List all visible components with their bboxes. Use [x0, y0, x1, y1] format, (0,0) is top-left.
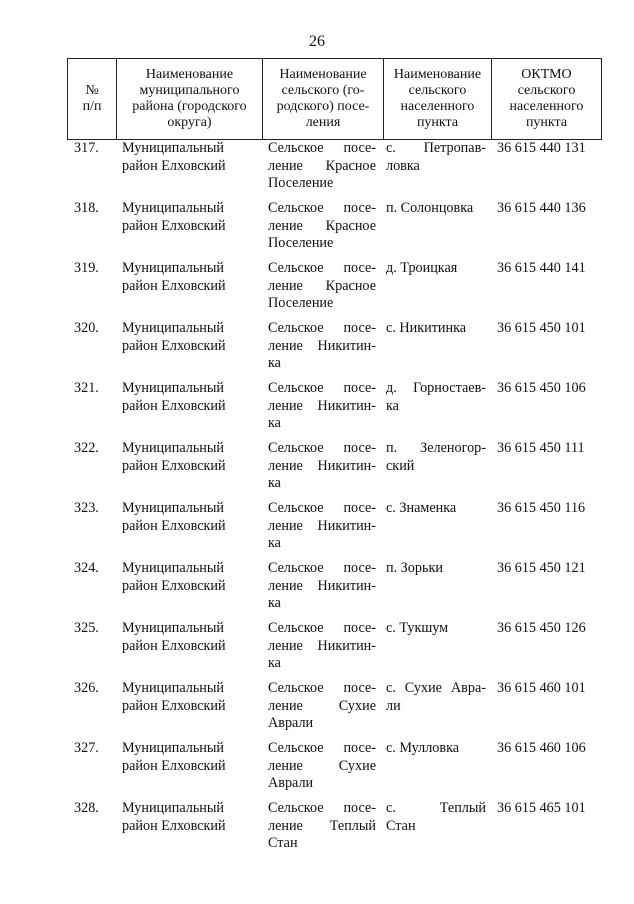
settlement-line: ление Никитин-	[268, 637, 376, 654]
settlement-cell	[268, 800, 376, 853]
locality-line: ский	[386, 457, 415, 474]
oktmo-cell: 36 615 450 106	[497, 380, 586, 396]
district-line: район Елховский	[122, 817, 226, 834]
header-line: сельского	[408, 83, 467, 98]
row-number: 328.	[74, 800, 99, 816]
locality-line: ка	[386, 397, 399, 414]
settlement-line: Сельское посе-	[268, 200, 376, 216]
locality-line: ли	[386, 697, 401, 714]
table-row	[67, 618, 602, 678]
district-line: район Елховский	[122, 157, 226, 174]
settlement-line: ление Никитин-	[268, 517, 376, 534]
settlement-cell	[268, 740, 376, 793]
table-row	[67, 258, 602, 318]
settlement-cell	[268, 320, 376, 373]
district-line: Муниципальный	[122, 500, 225, 516]
settlement-line: Сельское посе-	[268, 740, 376, 756]
table-header	[67, 58, 602, 140]
locality-line: с. Петропав-	[386, 140, 486, 156]
locality-line: с. Мулловка	[386, 740, 460, 756]
settlement-line: Сельское посе-	[268, 560, 376, 576]
settlement-line: ление Теплый	[268, 817, 376, 834]
header-oktmo	[491, 59, 602, 139]
header-line: №	[85, 83, 99, 98]
settlement-line: Аврали	[268, 715, 314, 731]
settlement-line: Сельское посе-	[268, 620, 376, 636]
header-line: округа)	[167, 115, 212, 130]
district-line: Муниципальный	[122, 320, 225, 336]
header-line: сельского	[517, 83, 576, 98]
district-line: район Елховский	[122, 337, 226, 354]
page-number: 26	[309, 33, 325, 50]
district-line: район Елховский	[122, 397, 226, 414]
locality-cell	[386, 260, 486, 278]
table-row	[67, 498, 602, 558]
oktmo-cell: 36 615 440 141	[497, 260, 586, 276]
district-line: район Елховский	[122, 757, 226, 774]
locality-line: д. Троицкая	[386, 260, 458, 276]
row-number: 320.	[74, 320, 99, 336]
header-line: муниципального	[139, 83, 240, 98]
row-number: 319.	[74, 260, 99, 276]
oktmo-cell: 36 615 450 121	[497, 560, 586, 576]
settlement-cell	[268, 560, 376, 613]
district-line: Муниципальный	[122, 380, 225, 396]
district-cell	[122, 680, 257, 715]
settlement-line: ление Никитин-	[268, 457, 376, 474]
locality-cell	[386, 740, 486, 758]
settlement-line: ление Никитин-	[268, 337, 376, 354]
district-cell	[122, 500, 257, 535]
settlement-line: ление Никитин-	[268, 397, 376, 414]
district-line: Муниципальный	[122, 680, 225, 696]
district-cell	[122, 740, 257, 775]
district-line: район Елховский	[122, 697, 226, 714]
oktmo-cell: 36 615 465 101	[497, 800, 586, 816]
locality-line: ловка	[386, 157, 420, 174]
district-line: Муниципальный	[122, 260, 225, 276]
row-number: 321.	[74, 380, 99, 396]
header-line: Наименование	[279, 67, 367, 82]
table-row	[67, 318, 602, 378]
district-cell	[122, 620, 257, 655]
locality-cell	[386, 560, 486, 578]
header-line: Наименование	[145, 67, 234, 82]
settlement-line: ление Никитин-	[268, 577, 376, 594]
settlement-line: Сельское посе-	[268, 140, 376, 156]
settlement-line: Стан	[268, 835, 298, 851]
settlement-cell	[268, 680, 376, 733]
settlement-line: Сельское посе-	[268, 380, 376, 396]
district-cell	[122, 380, 257, 415]
district-line: Муниципальный	[122, 200, 225, 216]
locality-cell	[386, 200, 486, 218]
settlement-cell	[268, 500, 376, 553]
row-number: 326.	[74, 680, 99, 696]
locality-line: с. Сухие Авра-	[386, 680, 486, 696]
district-line: Муниципальный	[122, 440, 225, 456]
settlement-line: Аврали	[268, 775, 314, 791]
row-number: 325.	[74, 620, 99, 636]
locality-line: п. Зеленогор-	[386, 440, 486, 456]
header-line: пункта	[525, 115, 568, 130]
district-line: район Елховский	[122, 277, 226, 294]
locality-line: с. Знаменка	[386, 500, 457, 516]
row-number: 318.	[74, 200, 99, 216]
district-cell	[122, 260, 257, 295]
locality-line: Стан	[386, 817, 416, 834]
header-line: Наименование	[393, 67, 482, 82]
district-line: район Елховский	[122, 217, 226, 234]
locality-cell	[386, 440, 486, 475]
settlement-line: ка	[268, 475, 281, 491]
header-line: района (городского	[132, 99, 247, 114]
header-number	[67, 59, 116, 139]
district-cell	[122, 140, 257, 175]
settlement-line: Поселение	[268, 295, 334, 311]
district-cell	[122, 440, 257, 475]
locality-cell	[386, 140, 486, 175]
locality-cell	[386, 680, 486, 715]
settlement-cell	[268, 380, 376, 433]
locality-cell	[386, 620, 486, 638]
settlement-line: ление Сухие	[268, 757, 376, 774]
oktmo-cell: 36 615 450 116	[497, 500, 586, 516]
table-row	[67, 138, 602, 198]
locality-line: с. Никитинка	[386, 320, 467, 336]
settlement-line: ление Красное	[268, 157, 376, 174]
district-cell	[122, 800, 257, 835]
header-district	[116, 59, 262, 139]
settlement-cell	[268, 260, 376, 313]
oktmo-cell: 36 615 440 136	[497, 200, 586, 216]
settlement-line: ка	[268, 595, 281, 611]
row-number: 317.	[74, 140, 99, 156]
settlement-line: ление Сухие	[268, 697, 376, 714]
oktmo-cell: 36 615 460 106	[497, 740, 586, 756]
locality-line: с. Теплый	[386, 800, 486, 816]
locality-line: п. Зорьки	[386, 560, 443, 576]
settlement-cell	[268, 200, 376, 253]
table-row	[67, 738, 602, 798]
header-line: родского) посе-	[276, 99, 370, 114]
header-line: населенного	[400, 99, 475, 114]
oktmo-cell: 36 615 450 126	[497, 620, 586, 636]
header-line: п/п	[82, 99, 102, 114]
district-line: район Елховский	[122, 577, 226, 594]
row-number: 324.	[74, 560, 99, 576]
district-line: Муниципальный	[122, 140, 225, 156]
header-line: населенного	[509, 99, 584, 114]
district-cell	[122, 200, 257, 235]
district-line: Муниципальный	[122, 620, 225, 636]
header-line: ления	[305, 115, 341, 130]
settlement-line: Сельское посе-	[268, 500, 376, 516]
table-row	[67, 678, 602, 738]
table-row	[67, 378, 602, 438]
header-settlement	[262, 59, 383, 139]
locality-line: с. Тукшум	[386, 620, 449, 636]
table-row	[67, 798, 602, 858]
row-number: 322.	[74, 440, 99, 456]
locality-cell	[386, 380, 486, 415]
locality-cell	[386, 800, 486, 835]
settlement-line: ление Красное	[268, 217, 376, 234]
settlement-line: ка	[268, 415, 281, 431]
oktmo-cell: 36 615 440 131	[497, 140, 586, 156]
district-line: район Елховский	[122, 517, 226, 534]
header-line: ОКТМО	[521, 67, 572, 82]
locality-cell	[386, 500, 486, 518]
district-line: Муниципальный	[122, 800, 225, 816]
settlement-line: Сельское посе-	[268, 320, 376, 336]
district-line: район Елховский	[122, 637, 226, 654]
oktmo-cell: 36 615 460 101	[497, 680, 586, 696]
settlement-line: ка	[268, 355, 281, 371]
settlement-line: ка	[268, 655, 281, 671]
oktmo-cell: 36 615 450 111	[497, 440, 585, 456]
settlement-line: Поселение	[268, 175, 334, 191]
settlement-line: Сельское посе-	[268, 680, 376, 696]
header-line: сельского (го-	[281, 83, 365, 98]
row-number: 327.	[74, 740, 99, 756]
settlement-line: Поселение	[268, 235, 334, 251]
settlement-line: Сельское посе-	[268, 440, 376, 456]
header-locality	[383, 59, 491, 139]
row-number: 323.	[74, 500, 99, 516]
settlement-cell	[268, 440, 376, 493]
table-row	[67, 558, 602, 618]
district-cell	[122, 560, 257, 595]
district-line: район Елховский	[122, 457, 226, 474]
locality-cell	[386, 320, 486, 338]
table-row	[67, 438, 602, 498]
oktmo-cell: 36 615 450 101	[497, 320, 586, 336]
district-line: Муниципальный	[122, 560, 225, 576]
settlement-cell	[268, 140, 376, 193]
table-row	[67, 198, 602, 258]
settlement-line: Сельское посе-	[268, 260, 376, 276]
settlement-line: Сельское посе-	[268, 800, 376, 816]
locality-line: п. Солонцовка	[386, 200, 474, 216]
settlement-line: ка	[268, 535, 281, 551]
district-line: Муниципальный	[122, 740, 225, 756]
locality-line: д. Горностаев-	[386, 380, 486, 396]
header-line: пункта	[416, 115, 459, 130]
settlement-cell	[268, 620, 376, 673]
district-cell	[122, 320, 257, 355]
settlement-line: ление Красное	[268, 277, 376, 294]
